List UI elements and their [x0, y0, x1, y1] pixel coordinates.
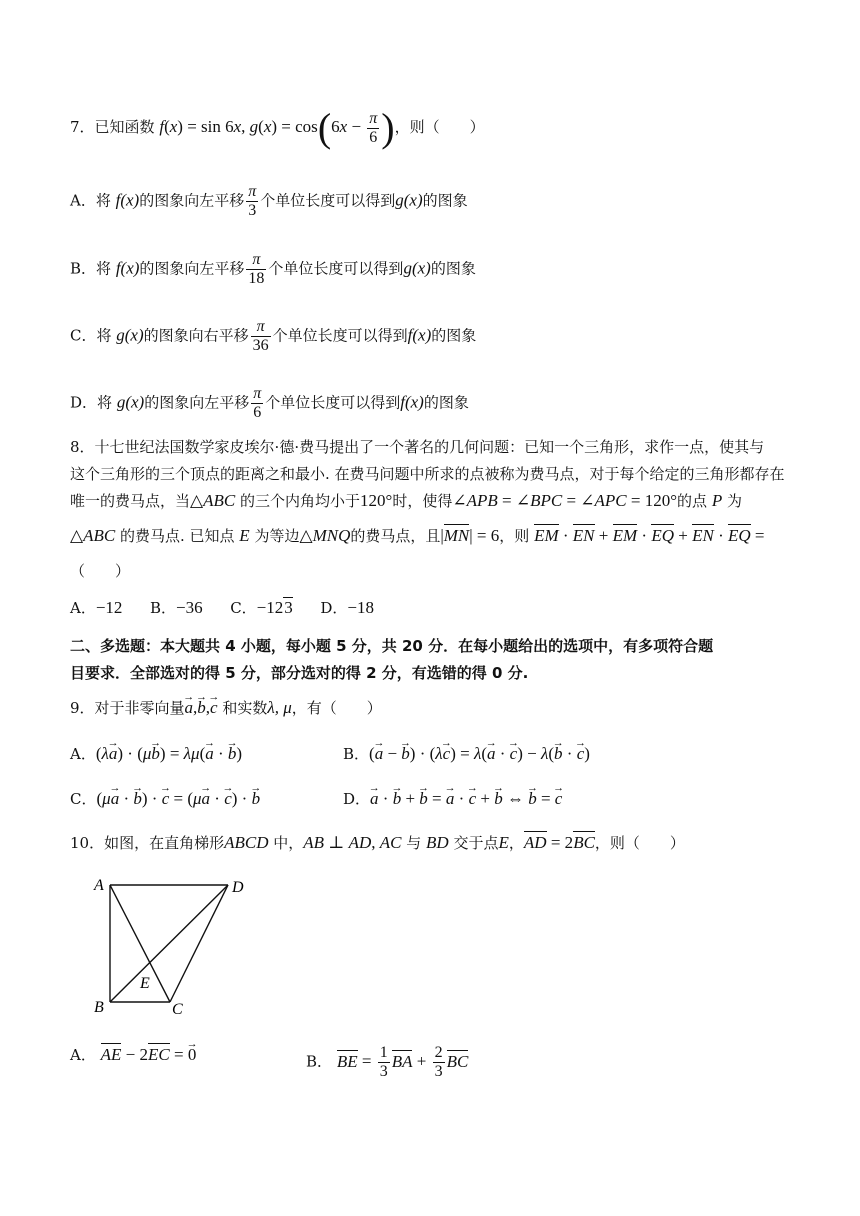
- q10-option-b: B． BE = $\frac{1}{3}$ BA + $\frac{2}{3}$ BC: [306, 1044, 469, 1080]
- trapezoid-figure: [88, 870, 258, 1022]
- q7-option-d: D．将 g(x)的图象向左平移 $\frac{\pi}{6}$ 个单位长度可以得到f(x)的图象: [70, 385, 469, 421]
- q8-line-1: 8．十七世纪法国数学家皮埃尔·德·费马提出了一个著名的几何问题：已知一个三角形，求作一点，使其与: [70, 438, 765, 456]
- q7-option-a: A．将 f(x)的图象向左平移 $\frac{\pi}{3}$ 个单位长度可以得到g(x)的图象: [70, 183, 468, 219]
- q7-option-b: B．将 f(x)的图象向左平移 $\frac{\pi}{18}$ 个单位长度可以得到g(x)的图象: [70, 251, 476, 287]
- q9-option-c: C．(μ→ a · → b) · → c = (μ→ a · → c) · → b: [70, 788, 260, 810]
- section-heading-line-1: 二、多选题：本大题共 4 小题，每小题 5 分，共 20 分．在每小题给出的选项中，有多项符合题: [70, 637, 714, 655]
- q9-option-b: B．(→ a − → b) · (λ→ c) = λ(→ a · → c) − λ(→ b · → c): [343, 743, 590, 765]
- q7-stem: 7．已知函数 f(x) = sin 6x, g(x) = cos(6x − $\frac{\pi}{6}$ )，则（ ）: [70, 105, 485, 150]
- q8-line-3: 唯一的费马点，当△ABC 的三个内角均小于120°时，使得∠APB = ∠BPC = ∠APC = 120°的点 P 为: [70, 491, 743, 510]
- section-heading-line-2: 目要求．全部选对的得 5 分，部分选对的得 2 分，有选错的得 0 分.: [70, 664, 529, 682]
- q9-stem: 9．对于非零向量→ a,→ b,→ c 和实数λ, μ，有（ ）: [70, 697, 382, 719]
- vertex-a-label: A: [94, 877, 104, 894]
- q10-option-a: A． AE − 2EC = → 0: [70, 1044, 196, 1066]
- vertex-d-label: D: [232, 879, 244, 896]
- q8-line-2: 这个三角形的三个顶点的距离之和最小. 在费马问题中所求的点被称为费马点，对于每个给定的三角形都存在: [70, 465, 785, 483]
- q9-option-a: A．(λ→ a) · (μ→ b) = λμ(→ a · → b): [70, 743, 242, 765]
- q9-option-d: D．→ a · → b + → b = → a · → c + → b ⇔ → b = → c: [343, 788, 562, 810]
- q8-line-4: △ABC 的费马点. 已知点 E 为等边△MNQ的费马点，且|MN| = 6，则 EM · EN + EM · EQ + EN · EQ =: [70, 526, 765, 545]
- vertex-b-label: B: [94, 999, 104, 1016]
- vertex-e-label: E: [140, 975, 150, 992]
- q7-option-c: C．将 g(x)的图象向右平移 $\frac{\pi}{36}$ 个单位长度可以得到f(x)的图象: [70, 318, 477, 354]
- q8-options: A．−12 B．−36 C．−123 D．−18: [70, 598, 374, 617]
- q10-stem: 10．如图，在直角梯形ABCD 中，AB ⊥ AD, AC 与 BD 交于点E，AD = 2BC，则（ ）: [70, 833, 685, 852]
- vertex-c-label: C: [172, 1001, 183, 1018]
- q8-line-5: （ ）: [70, 562, 131, 580]
